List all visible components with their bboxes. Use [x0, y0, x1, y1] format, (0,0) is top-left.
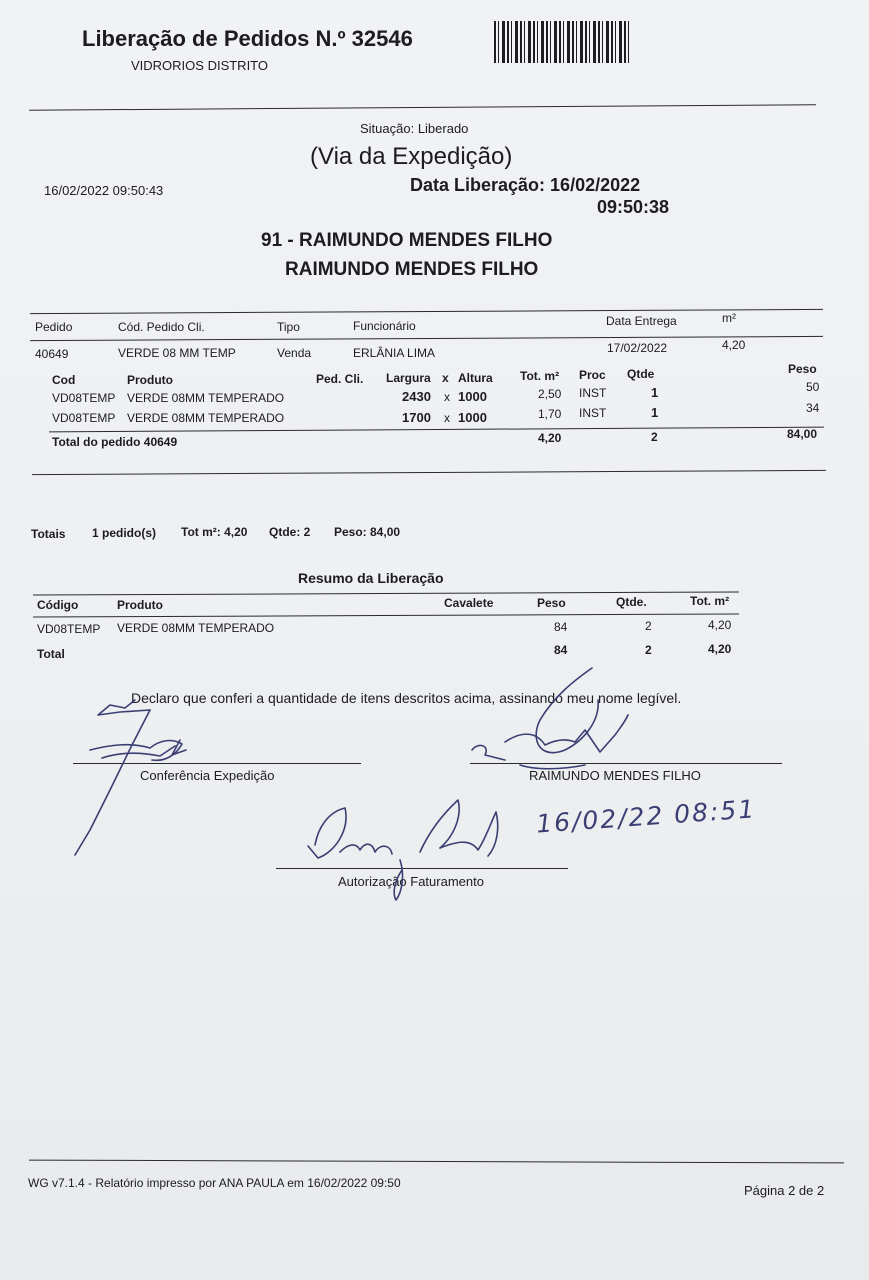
- order-total-m2: 4,20: [538, 431, 562, 445]
- totals-label: Totais: [31, 527, 66, 541]
- item-x: x: [444, 411, 450, 425]
- col-tipo: Tipo: [277, 320, 300, 334]
- summary-peso: 84: [554, 620, 568, 634]
- handwritten-date: 16/02/22 08:51: [535, 794, 758, 839]
- item-produto: VERDE 08MM TEMPERADO: [127, 411, 285, 425]
- item-col-qtde: Qtde: [627, 367, 655, 381]
- summary-col-produto: Produto: [117, 598, 163, 612]
- item-col-cod: Cod: [52, 373, 76, 387]
- col-m2: m²: [722, 311, 736, 325]
- signature-label-expedicao: Conferência Expedição: [140, 768, 275, 783]
- col-data-entrega: Data Entrega: [606, 314, 677, 328]
- declaration-text: Declaro que conferi a quantidade de itens descritos acima, assinando meu nome legível.: [131, 690, 682, 706]
- item-cod: VD08TEMP: [52, 391, 116, 405]
- totals-m2: Tot m²: 4,20: [181, 525, 248, 539]
- item-tot-m2: 2,50: [538, 387, 562, 401]
- summary-codigo: VD08TEMP: [37, 622, 101, 636]
- summary-col-qtde: Qtde.: [616, 595, 647, 609]
- signature-label-cliente: RAIMUNDO MENDES FILHO: [529, 768, 701, 783]
- summary-title: Resumo da Liberação: [298, 570, 444, 586]
- item-col-ped-cli: Ped. Cli.: [316, 372, 364, 386]
- printed-at: 16/02/2022 09:50:43: [44, 183, 164, 198]
- signature-cliente: [472, 668, 628, 769]
- item-altura: 1000: [458, 389, 487, 404]
- status-text: Situação: Liberado: [360, 121, 469, 136]
- item-x: x: [444, 390, 450, 404]
- summary-qtde: 2: [645, 619, 652, 633]
- item-qtde: 1: [651, 405, 659, 420]
- order-total-peso: 84,00: [787, 427, 818, 441]
- summary-produto: VERDE 08MM TEMPERADO: [117, 621, 275, 635]
- signature-label-faturamento: Autorização Faturamento: [338, 874, 484, 889]
- item-produto: VERDE 08MM TEMPERADO: [127, 391, 285, 405]
- footer-page-number: Página 2 de 2: [744, 1183, 825, 1198]
- signature-faturamento: [308, 800, 498, 900]
- item-proc: INST: [579, 386, 607, 400]
- pedido-number: 40649: [35, 347, 69, 361]
- item-peso: 50: [806, 380, 820, 394]
- item-qtde: 1: [651, 385, 659, 400]
- summary-total-label: Total: [37, 647, 65, 661]
- cod-cli-value: VERDE 08 MM TEMP: [118, 346, 236, 360]
- order-total-qtde: 2: [651, 430, 658, 444]
- data-entrega-value: 17/02/2022: [607, 341, 668, 355]
- summary-tot-m2: 4,20: [708, 618, 732, 632]
- summary-total-peso: 84: [554, 643, 568, 657]
- client-title: 91 - RAIMUNDO MENDES FILHO: [261, 230, 553, 251]
- release-date: Data Liberação: 16/02/2022: [410, 175, 641, 195]
- funcionario-value: ERLÂNIA LIMA: [353, 346, 436, 360]
- item-peso: 34: [806, 401, 820, 415]
- totals-qtde: Qtde: 2: [269, 525, 311, 539]
- totals-pedidos: 1 pedido(s): [92, 526, 157, 540]
- item-altura: 1000: [458, 410, 487, 425]
- summary-col-peso: Peso: [537, 596, 566, 610]
- item-col-altura: Altura: [458, 371, 493, 385]
- item-largura: 1700: [402, 410, 431, 425]
- item-col-produto: Produto: [127, 373, 173, 387]
- summary-total-qtde: 2: [645, 643, 652, 657]
- item-col-proc: Proc: [579, 368, 606, 382]
- client-name: RAIMUNDO MENDES FILHO: [285, 259, 539, 280]
- summary-col-tot-m2: Tot. m²: [690, 594, 730, 608]
- col-cod-cli: Cód. Pedido Cli.: [118, 320, 205, 334]
- summary-col-codigo: Código: [37, 598, 79, 612]
- item-col-x: x: [442, 371, 449, 385]
- item-proc: INST: [579, 406, 607, 420]
- col-funcionario: Funcionário: [353, 319, 416, 333]
- footer-printed-by: WG v7.1.4 - Relatório impresso por ANA PAULA em 16/02/2022 09:50: [28, 1176, 401, 1190]
- totals-peso: Peso: 84,00: [334, 525, 401, 539]
- item-col-tot-m2: Tot. m²: [520, 369, 560, 383]
- item-col-peso: Peso: [788, 362, 817, 376]
- summary-total-tot-m2: 4,20: [708, 642, 732, 656]
- signature-expedicao: [75, 700, 186, 855]
- item-cod: VD08TEMP: [52, 411, 116, 425]
- order-total-label: Total do pedido 40649: [52, 435, 178, 449]
- summary-col-cavalete: Cavalete: [444, 596, 494, 610]
- via-label: (Via da Expedição): [310, 143, 513, 170]
- item-col-largura: Largura: [386, 371, 431, 385]
- col-pedido: Pedido: [35, 320, 73, 334]
- tipo-value: Venda: [277, 346, 312, 360]
- item-largura: 2430: [402, 389, 431, 404]
- company-name: VIDRORIOS DISTRITO: [131, 58, 268, 73]
- report-title: Liberação de Pedidos N.º 32546: [82, 26, 413, 51]
- m2-value: 4,20: [722, 338, 746, 352]
- release-time: 09:50:38: [597, 197, 670, 217]
- item-tot-m2: 1,70: [538, 407, 562, 421]
